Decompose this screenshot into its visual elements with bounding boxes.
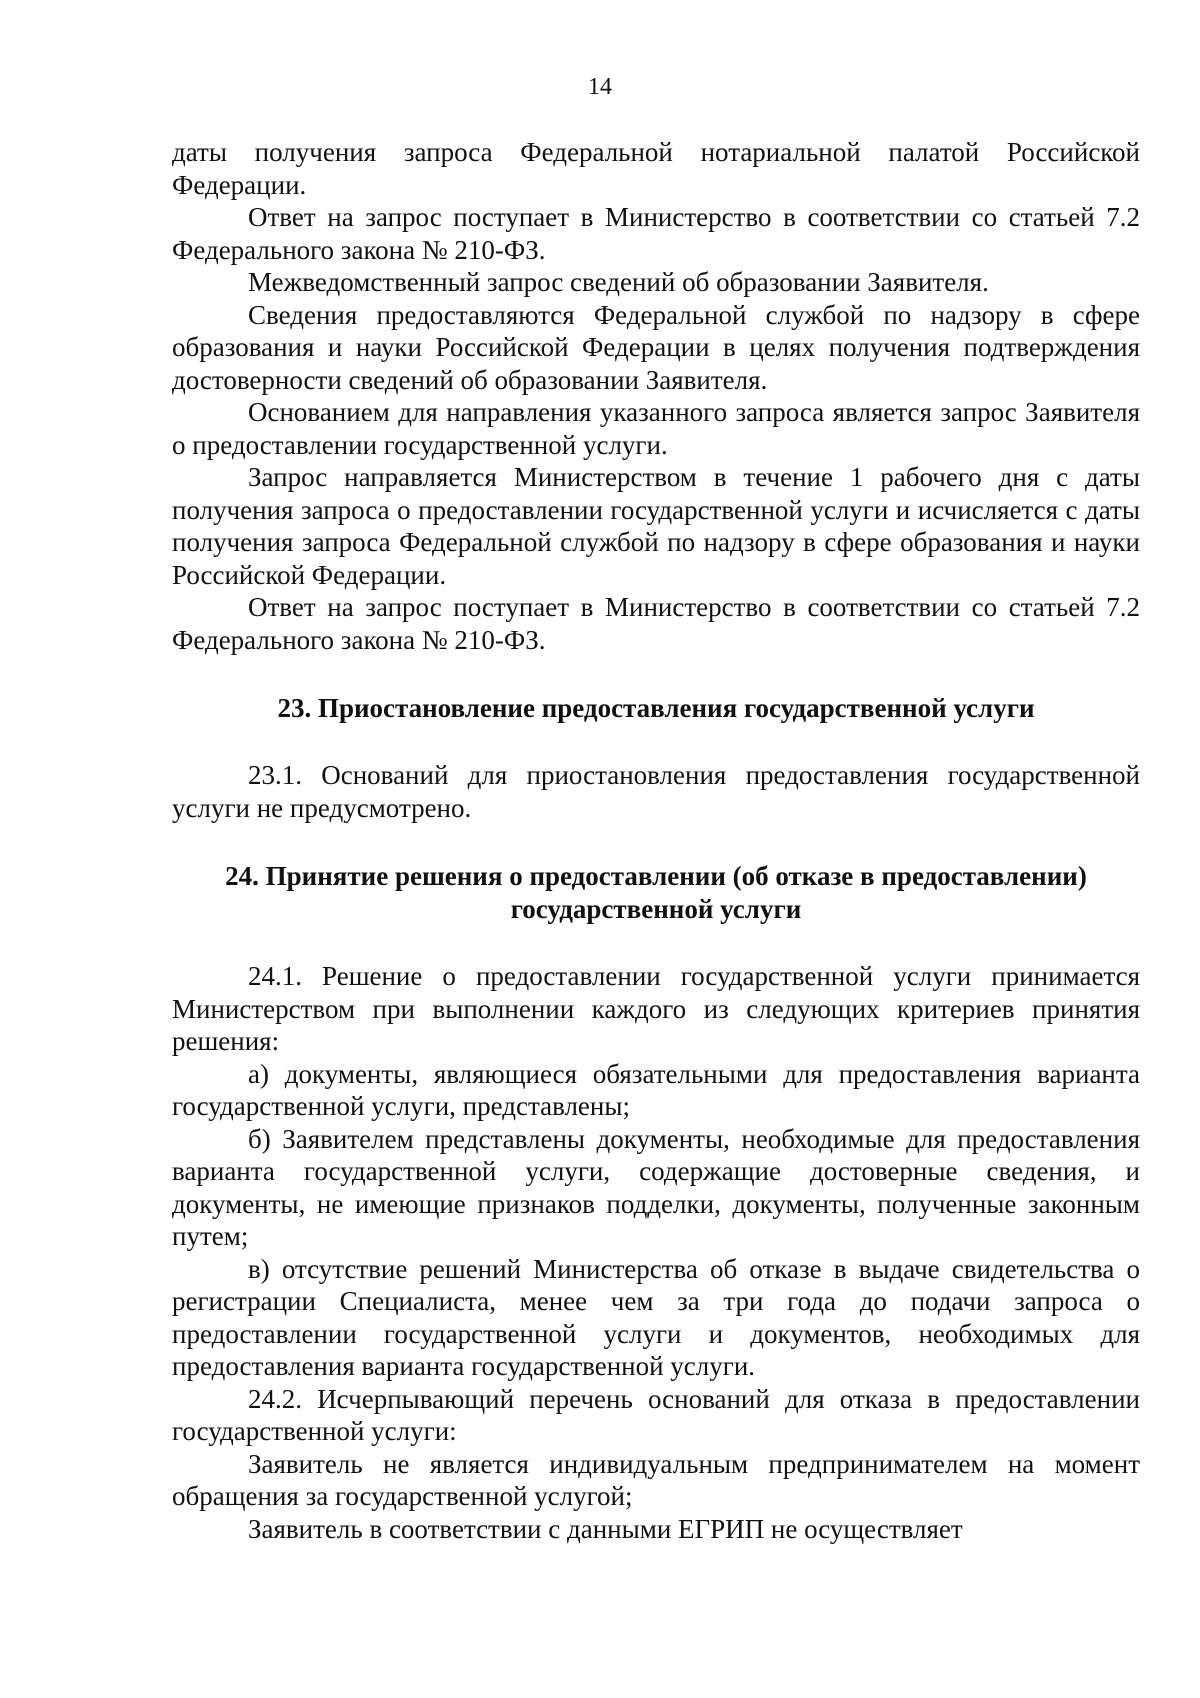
paragraph: Заявитель не является индивидуальным предпринимателем на момент обращения за государственной услугой; [172,1448,1140,1511]
paragraph-24-2: 24.2. Исчерпывающий перечень оснований для отказа в предоставлении государственной услуги: [172,1383,1140,1446]
list-item-a: а) документы, являющиеся обязательными для предоставления варианта государственной услуги, представлены; [172,1058,1140,1121]
paragraph: Основанием для направления указанного запроса является запрос Заявителя о предоставлении государственной услуги. [172,397,1140,460]
paragraph: Сведения предоставляются Федеральной службой по надзору в сфере образования и науки Российской Федерации в целях получения подтверждения достоверности сведений об образовании Заявителя. [172,299,1140,395]
section-24-heading-line2: государственной услуги [510,894,802,924]
section-24-heading [172,860,1140,926]
paragraph-24-1: 24.1. Решение о предоставлении государственной услуги принимается Министерством при выполнении каждого из следующих критериев принятия решения: [172,961,1140,1056]
paragraph: Ответ на запрос поступает в Министерство в соответствии со статьей 7.2 Федерального закона № 210-ФЗ. [172,592,1140,655]
paragraph: Заявитель в соответствии с данными ЕГРИП не осуществляет [248,1513,963,1544]
paragraph-23-1: 23.1. Оснований для приостановления предоставления государственной услуги не предусмотрено. [172,760,1140,823]
paragraph: Запрос направляется Министерством в течение 1 рабочего дня с даты получения запроса о предоставлении государственной услуги и исчисляется с даты получения запроса Федеральной службой по надзору в сфере образования и науки Российской Федерации. [172,462,1140,590]
document-body [172,136,1140,1545]
section-24-heading-line1: 24. Принятие решения о предоставлении (об отказе в предоставлении) [225,861,1087,891]
page-number: 14 [588,74,612,100]
paragraph: даты получения запроса Федеральной нотариальной палатой Российской Федерации. [172,137,1140,200]
list-item-v: в) отсутствие решений Министерства об отказе в выдаче свидетельства о регистрации Специалиста, менее чем за три года до подачи запроса о предоставлении государственной услуги и документов, необходимых для предоставления варианта государственной услуги. [172,1253,1140,1381]
section-23-heading: 23. Приостановление предоставления государственной услуги [277,693,1035,723]
paragraph: Ответ на запрос поступает в Министерство в соответствии со статьей 7.2 Федерального закона № 210-ФЗ. [172,202,1140,265]
paragraph: Межведомственный запрос сведений об образовании Заявителя. [248,267,989,297]
list-item-b: б) Заявителем представлены документы, необходимые для предоставления варианта государственной услуги, содержащие достоверные сведения, и документы, не имеющие признаков подделки, документы, полученные законным путем; [172,1123,1140,1251]
